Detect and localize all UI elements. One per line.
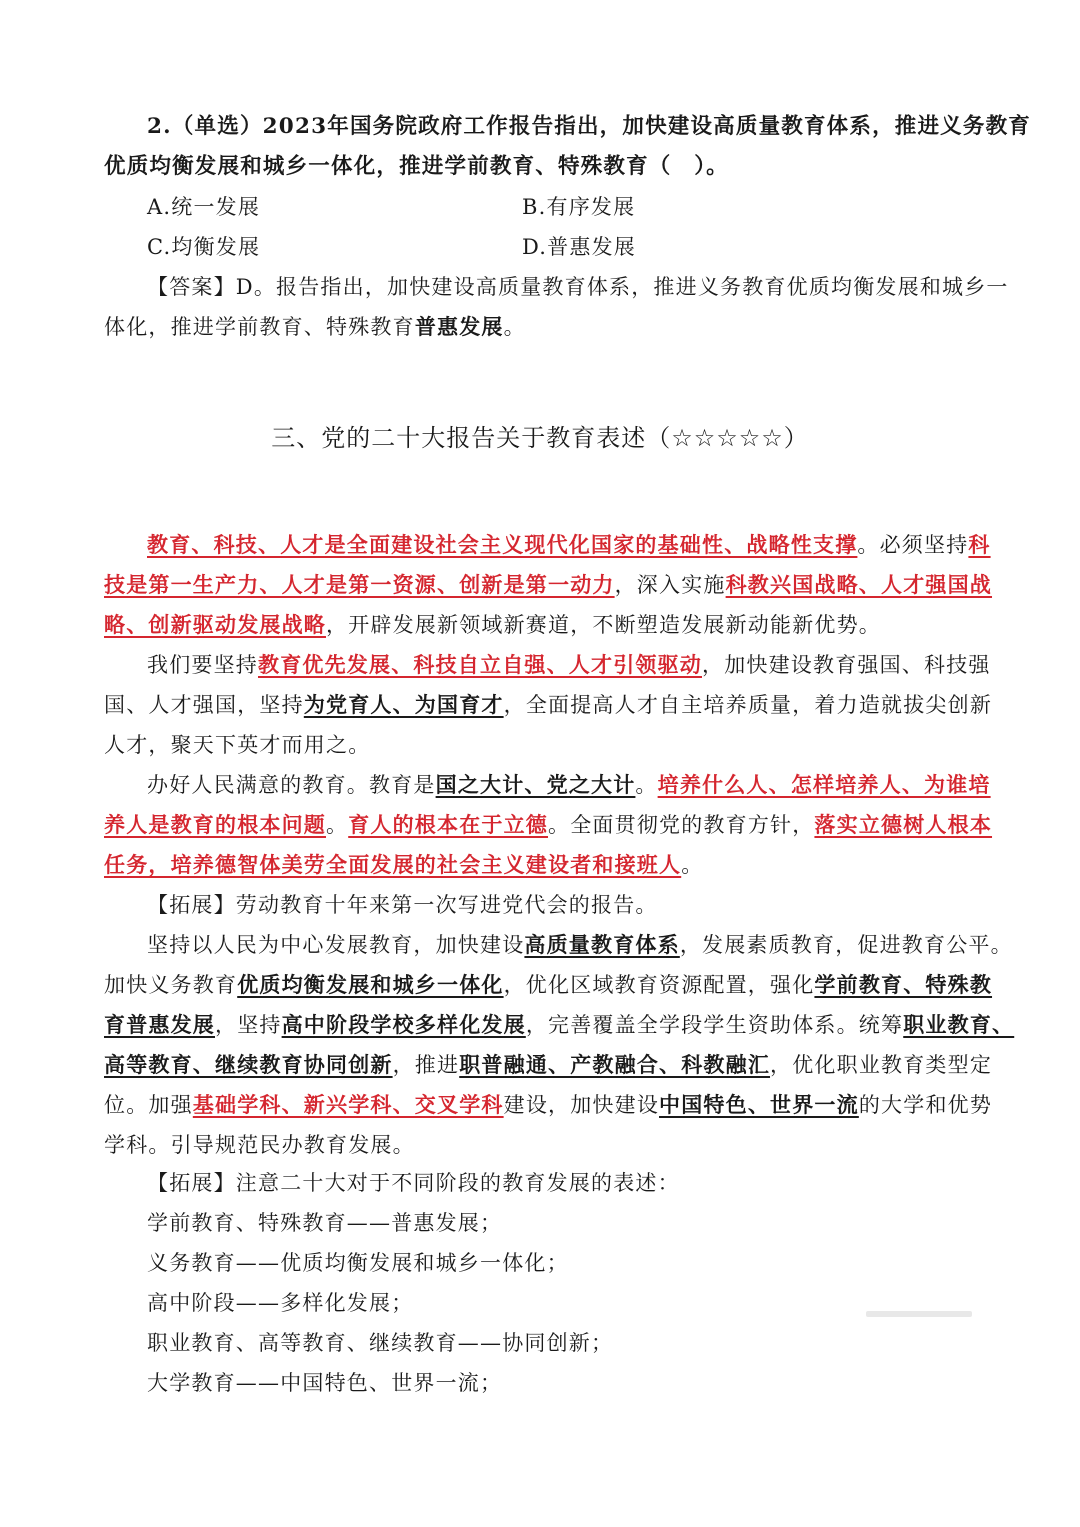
p4-text-9: 位。加强	[104, 1093, 193, 1117]
stage-item: 大学教育——中国特色、世界一流；	[147, 1371, 503, 1395]
faint-watermark	[866, 1311, 972, 1317]
p1-text-2: ，深入实施	[614, 573, 726, 597]
p3-red-1: 培养什么人、怎样培养人、为谁培	[657, 772, 991, 797]
p3-line-3	[104, 850, 976, 880]
extension-note-1: 【拓展】劳动教育十年来第一次写进党代会的报告。	[147, 893, 658, 917]
p1-line-3	[104, 610, 976, 640]
stage-item: 学前教育、特殊教育——普惠发展；	[147, 1211, 503, 1235]
p4-text-6: ，完善覆盖全学段学生资助体系。统筹	[525, 1013, 904, 1037]
p1-line-2	[104, 570, 993, 600]
p3-red-4: 落实立德树人根本	[814, 812, 993, 837]
p1-text-1: 。必须坚持	[857, 533, 969, 557]
p1-red-5: 略、创新驱动发展战略	[104, 612, 326, 637]
p4-text-11: 的大学和优势	[858, 1093, 993, 1117]
p2-line-2	[104, 690, 993, 720]
answer-line-1: 【答案】D。报告指出，加快建设高质量教育体系，推进义务教育优质均衡发展和城乡一	[147, 275, 1009, 299]
p4-key-3: 学前教育、特殊教	[814, 972, 993, 997]
p4-key-6: 职业教育、	[903, 1012, 1015, 1037]
p3-text-4: 。全面贯彻党的教育方针，	[548, 813, 815, 837]
p2-key-1: 为党育人、为国育才	[303, 692, 504, 717]
p4-text-3: 加快义务教育	[104, 973, 238, 997]
option-c: C.均衡发展	[147, 235, 261, 259]
p4-line-1	[147, 930, 1013, 960]
p4-key-9: 中国特色、世界一流	[659, 1092, 859, 1117]
p3-red-5: 任务，培养德智体美劳全面发展的社会主义建设者和接班人	[104, 852, 682, 877]
question-line-2: 优质均衡发展和城乡一体化，推进学前教育、特殊教育（ ）。	[104, 154, 729, 179]
p3-text-5: 。	[681, 853, 704, 877]
section-heading: 三、党的二十大报告关于教育表述（☆☆☆☆☆）	[271, 424, 809, 452]
p2-text-2: ，加快建设教育强国、科技强	[702, 653, 991, 677]
p2-text-4: ，全面提高人才自主培养质量，着力造就拔尖创新	[503, 693, 993, 717]
p4-key-4: 育普惠发展	[104, 1012, 215, 1037]
p4-key-1: 高质量教育体系	[524, 932, 680, 957]
p4-text-5: ，坚持	[215, 1013, 282, 1037]
p2-text-3: 国、人才强国，坚持	[104, 693, 304, 717]
p4-key-5: 高中阶段学校多样化发展	[281, 1012, 526, 1037]
p4-line-6: 学科。引导规范民办教育发展。	[104, 1133, 415, 1157]
stage-item: 高中阶段——多样化发展；	[147, 1291, 414, 1315]
p3-red-3: 育人的根本在于立德	[348, 812, 549, 837]
option-b: B.有序发展	[522, 195, 636, 219]
p4-text-4: ，优化区域教育资源配置，强化	[503, 973, 815, 997]
p2-red-1: 教育优先发展、科技自立自强、人才引领驱动	[258, 652, 702, 677]
p4-key-2: 优质均衡发展和城乡一体化	[237, 972, 504, 997]
question-line-1: 2.（单选）2023年国务院政府工作报告指出，加快建设高质量教育体系，推进义务教育	[147, 114, 1031, 139]
p1-red-4: 科教兴国战略、人才强国战	[725, 572, 993, 597]
p4-text-1: 坚持以人民为中心发展教育，加快建设	[147, 933, 525, 957]
p1-red-2: 科	[968, 532, 991, 557]
p4-text-7: ，推进	[392, 1053, 460, 1077]
p1-text-3: ，开辟发展新领域新赛道，不断塑造发展新动能新优势。	[326, 613, 881, 637]
p4-key-8: 职普融通、产教融合、科教融汇	[459, 1052, 771, 1077]
p4-text-2: ，发展素质教育，促进教育公平。	[679, 933, 1013, 957]
p3-text-2: 。	[635, 773, 658, 797]
extension-note-2-title: 【拓展】注意二十大对于不同阶段的教育发展的表述：	[147, 1171, 680, 1195]
p3-line-1	[147, 770, 991, 800]
p2-text-1: 我们要坚持	[147, 653, 258, 677]
p3-red-2: 养人是教育的根本问题	[104, 812, 326, 837]
p2-line-1	[147, 650, 991, 680]
answer-end: 。	[503, 315, 526, 339]
p1-red-1: 教育、科技、人才是全面建设社会主义现代化国家的基础性、战略性支撑	[147, 532, 858, 557]
option-d: D.普惠发展	[522, 235, 636, 259]
option-a: A.统一发展	[147, 195, 261, 219]
p3-key-1: 国之大计、党之大计	[435, 772, 636, 797]
p4-line-3	[104, 1010, 1015, 1040]
p1-red-3: 技是第一生产力、人才是第一资源、创新是第一动力	[104, 572, 615, 597]
stage-item: 职业教育、高等教育、继续教育——协同创新；	[147, 1331, 614, 1355]
p4-line-5	[104, 1090, 993, 1120]
p4-line-4	[104, 1050, 993, 1080]
p3-text-1: 办好人民满意的教育。教育是	[147, 773, 436, 797]
answer-line-2	[104, 312, 976, 342]
p3-line-2	[104, 810, 993, 840]
answer-keyword: 普惠发展	[414, 314, 504, 339]
p1-line-1	[147, 530, 991, 560]
p4-key-7: 高等教育、继续教育协同创新	[104, 1052, 393, 1077]
p2-line-3: 人才，聚天下英才而用之。	[104, 733, 371, 757]
p4-line-2	[104, 970, 993, 1000]
stage-item: 义务教育——优质均衡发展和城乡一体化；	[147, 1251, 569, 1275]
p4-text-8: ，优化职业教育类型定	[770, 1053, 993, 1077]
p4-text-10: 建设，加快建设	[503, 1093, 660, 1117]
p4-red-1: 基础学科、新兴学科、交叉学科	[192, 1092, 504, 1117]
p3-text-3: 。	[326, 813, 349, 837]
answer-text: 体化，推进学前教育、特殊教育	[104, 315, 415, 339]
